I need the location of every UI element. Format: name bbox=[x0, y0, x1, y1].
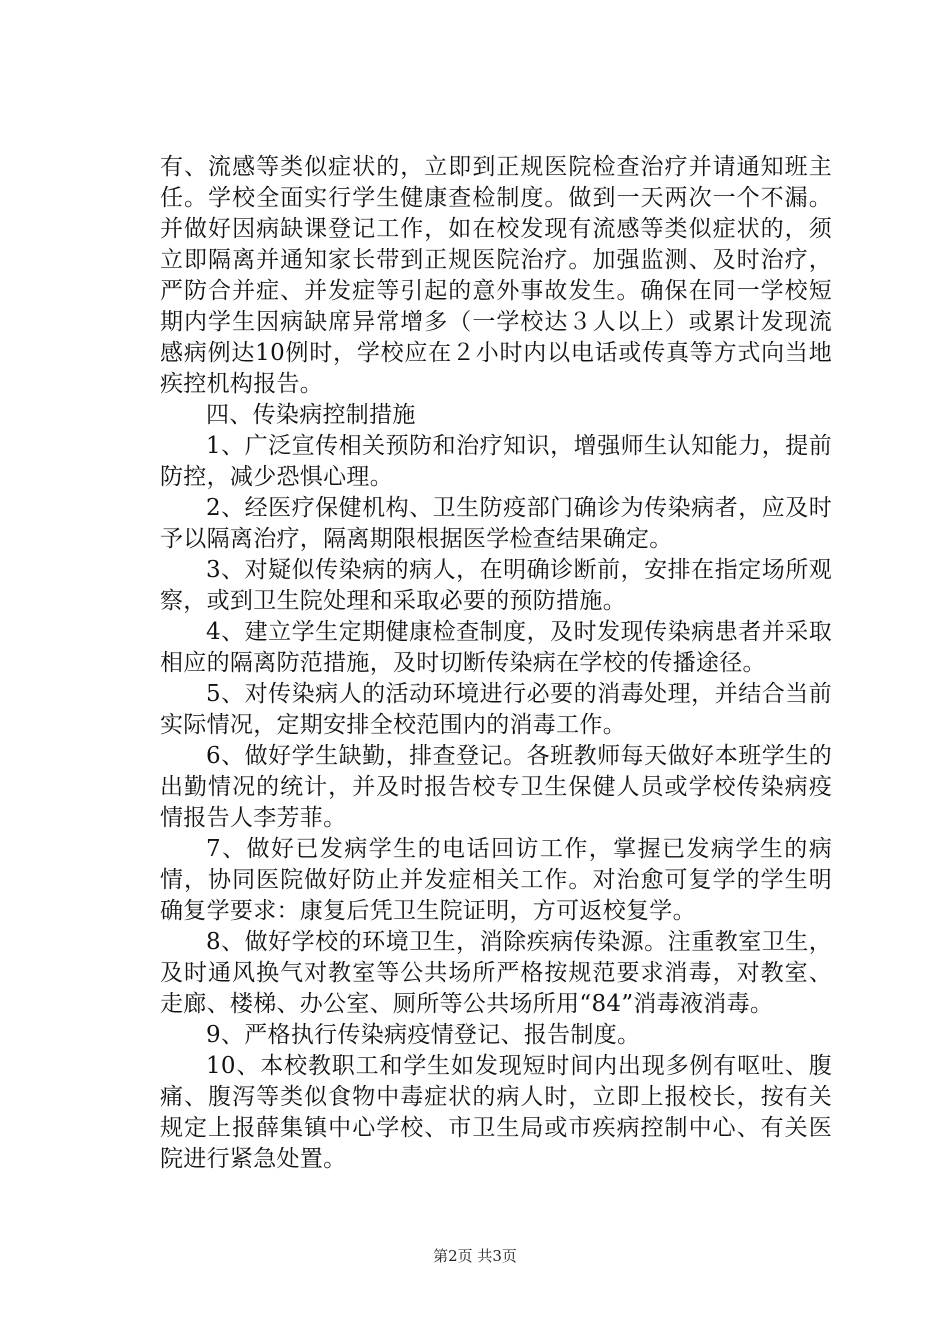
list-item: 6、做好学生缺勤，排查登记。各班教师每天做好本班学生的出勤情况的统计，并及时报告校专卫生保健人员或学校传染病疫情报告人李芳菲。 bbox=[160, 743, 832, 831]
list-item: 10、本校教职工和学生如发现短时间内出现多例有呕吐、腹痛、腹泻等类似食物中毒症状的病人时，立即上报校长，按有关规定上报薛集镇中心学校、市卫生局或市疾病控制中心、有关医院进行紧急处置。 bbox=[160, 1053, 832, 1172]
section-heading: 四、传染病控制措施 bbox=[206, 402, 416, 428]
list-item: 5、对传染病人的活动环境进行必要的消毒处理，并结合当前实际情况，定期安排全校范围内的消毒工作。 bbox=[160, 681, 832, 738]
document-body bbox=[160, 152, 832, 1175]
list-item: 8、做好学校的环境卫生，消除疾病传染源。注重教室卫生，及时通风换气对教室等公共场所严格按规范要求消毒，对教室、走廊、楼梯、办公室、厕所等公共场所用“84”消毒液消毒。 bbox=[160, 929, 832, 1017]
page-footer: 第2页 共3页 bbox=[433, 1247, 517, 1265]
list-item: 9、严格执行传染病疫情登记、报告制度。 bbox=[206, 1022, 641, 1048]
list-item: 4、建立学生定期健康检查制度，及时发现传染病患者并采取相应的隔离防范措施，及时切断传染病在学校的传播途径。 bbox=[160, 619, 832, 676]
list-item: 1、广泛宣传相关预防和治疗知识，增强师生认知能力，提前防控，减少恐惧心理。 bbox=[160, 433, 832, 490]
list-item: 2、经医疗保健机构、卫生防疫部门确诊为传染病者，应及时予以隔离治疗，隔离期限根据医学检查结果确定。 bbox=[160, 495, 832, 552]
list-item: 7、做好已发病学生的电话回访工作，掌握已发病学生的病情，协同医院做好防止并发症相关工作。对治愈可复学的学生明确复学要求：康复后凭卫生院证明，方可返校复学。 bbox=[160, 836, 832, 924]
list-item: 3、对疑似传染病的病人，在明确诊断前，安排在指定场所观察，或到卫生院处理和采取必要的预防措施。 bbox=[160, 557, 832, 614]
paragraph-continued: 有、流感等类似症状的，立即到正规医院检查治疗并请通知班主任。学校全面实行学生健康查检制度。做到一天两次一个不漏。并做好因病缺课登记工作，如在校发现有流感等类似症状的，须立即隔离并通知家长带到正规医院治疗。加强监测、及时治疗，严防合并症、并发症等引起的意外事故发生。确保在同一学校短期内学生因病缺席异常增多（一学校达３人以上）或累计发现流感病例达10例时，学校应在２小时内以电话或传真等方式向当地疾控机构报告。 bbox=[160, 154, 832, 397]
